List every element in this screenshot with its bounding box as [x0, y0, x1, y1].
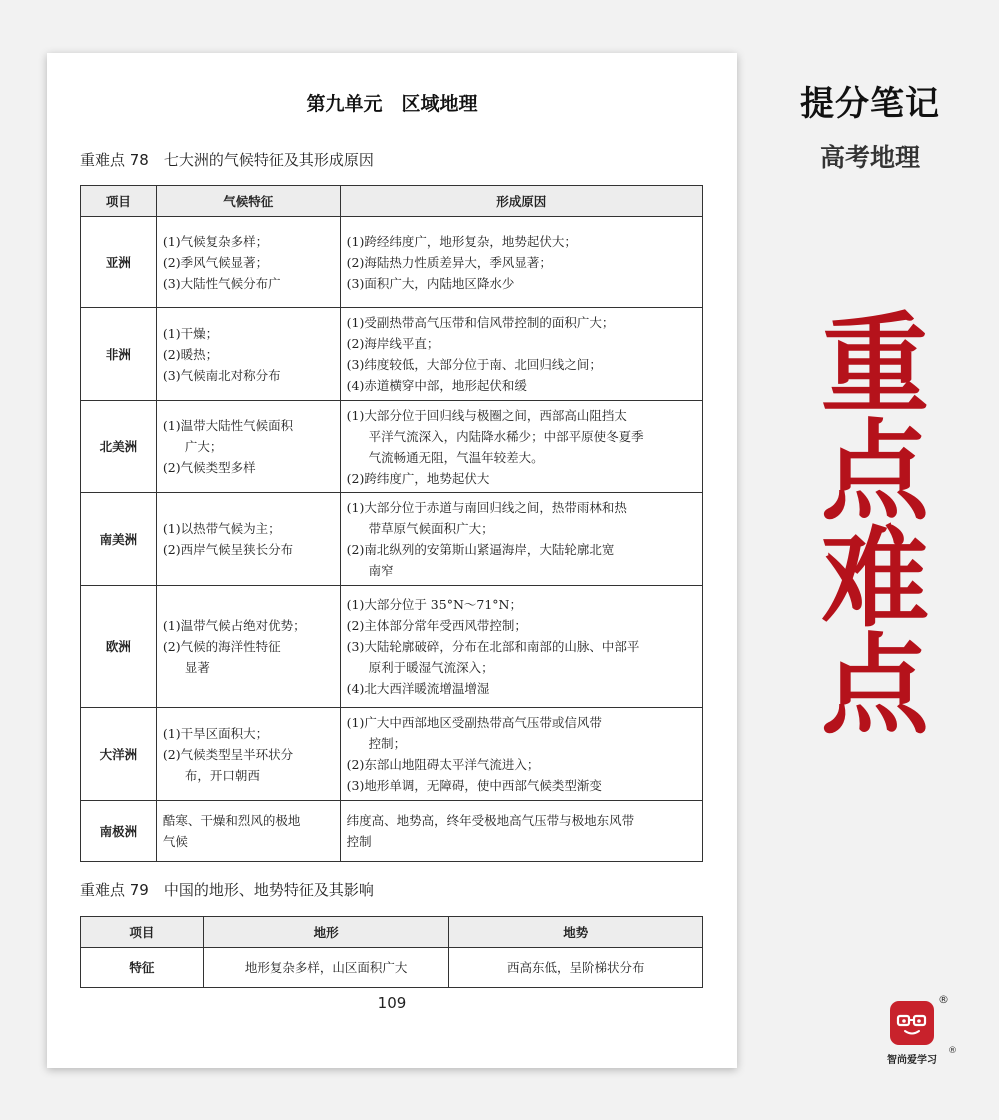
climate-cell — [156, 801, 340, 862]
climate-line: (1)温带大陆性气候面积 — [162, 418, 294, 433]
cause-line: (4)赤道横穿中部，地形起伏和缓 — [346, 378, 527, 393]
cause-line: (1)受副热带高气压带和信风带控制的面积广大； — [346, 315, 615, 330]
climate-cell — [156, 217, 340, 308]
climate-line: 布，开口朝西 — [184, 767, 260, 783]
cause-line: (3)地形单调，无障碍，使中西部气候类型渐变 — [346, 778, 602, 793]
cause-line: 南窄 — [368, 563, 394, 578]
cause-line: (3)大陆轮廓破碎，分布在北部和南部的山脉、中部平 — [346, 639, 640, 654]
region-cell: 非洲 — [81, 308, 157, 401]
key-char-2: 点 — [820, 410, 929, 535]
page-number: 109 — [377, 994, 407, 1012]
glasses-face-icon — [890, 1001, 934, 1045]
header-item: 项目 — [81, 917, 204, 948]
causes-cell — [340, 801, 702, 862]
glasses-face-graphic — [890, 1001, 934, 1045]
cause-line: (2)海陆热力性质差异大，季风显著； — [346, 254, 552, 270]
header-elevation: 地势 — [449, 917, 703, 948]
climate-cell — [156, 308, 340, 401]
logo-caption: 智尚爱学习 — [887, 1055, 937, 1066]
table-row — [81, 801, 703, 862]
table-row — [81, 401, 703, 493]
header-causes: 形成原因 — [340, 186, 702, 217]
climate-line: 显著 — [184, 660, 210, 675]
cause-line: 带草原气候面积广大； — [368, 521, 494, 536]
climate-line: (2)暖热； — [162, 346, 219, 362]
header-terrain: 地形 — [203, 917, 449, 948]
causes-cell — [340, 308, 702, 401]
registered-mark: ® — [938, 993, 949, 1006]
causes-cell — [340, 586, 702, 708]
causes-cell — [340, 217, 702, 308]
climate-line: (3)气候南北对称分布 — [162, 367, 281, 383]
terrain-cell: 地形复杂多样，山区面积广大 — [203, 948, 449, 988]
region-cell: 北美洲 — [81, 401, 157, 493]
climate-line: (1)以热带气候为主； — [162, 521, 281, 536]
region-cell: 欧洲 — [81, 586, 157, 708]
climate-line: (1)干旱区面积大； — [162, 725, 269, 741]
climate-cell — [156, 401, 340, 493]
registered-mark-small: ® — [948, 1046, 957, 1056]
section-78-title: 重难点 78 七大洲的气候特征及其形成原因 — [80, 151, 374, 169]
cause-line: (1)跨经纬度广，地形复杂，地势起伏大； — [346, 233, 577, 249]
cause-line: (2)跨纬度广，地势起伏大 — [346, 470, 490, 486]
cause-line: 控制； — [368, 736, 407, 751]
climate-line: (2)季风气候显著； — [162, 254, 269, 270]
section-79-title: 重难点 79 中国的地形、地势特征及其影响 — [80, 881, 374, 899]
brand-title: 提分笔记 — [800, 84, 940, 124]
climate-line: 酷寒、干燥和烈风的极地 — [162, 813, 301, 828]
book-page — [47, 53, 737, 1068]
region-cell: 南美洲 — [81, 493, 157, 586]
climate-line: (1)干燥； — [162, 325, 219, 341]
cause-line: 纬度高、地势高，终年受极地高气压带与极地东风带 — [346, 813, 635, 828]
china-terrain-table — [80, 916, 703, 988]
climate-line: (1)温带气候占绝对优势； — [162, 618, 306, 633]
cause-line: (2)海岸线平直； — [346, 336, 440, 351]
cause-line: (1)大部分位于赤道与南回归线之间，热带雨林和热 — [346, 500, 627, 515]
table-header-row — [81, 186, 703, 217]
elevation-cell: 西高东低，呈阶梯状分布 — [449, 948, 703, 988]
causes-cell — [340, 493, 702, 586]
causes-cell — [340, 708, 702, 801]
climate-cell — [156, 708, 340, 801]
table-header-row — [81, 917, 703, 948]
climate-cell — [156, 493, 340, 586]
cause-line: (3)纬度较低，大部分位于南、北回归线之间； — [346, 357, 602, 372]
cause-line: (2)东部山地阻碍太平洋气流进入； — [346, 757, 540, 772]
key-char-3: 难 — [820, 517, 929, 642]
causes-cell — [340, 401, 702, 493]
unit-title: 第九单元 区域地理 — [306, 93, 478, 115]
climate-line: (1)气候复杂多样； — [162, 233, 269, 249]
cause-line: (2)南北纵列的安第斯山紧逼海岸，大陆轮廓北宽 — [346, 542, 615, 557]
cause-line: (4)北大西洋暖流增温增湿 — [346, 681, 490, 696]
cause-line: 原利于暖湿气流深入； — [368, 660, 494, 675]
climate-line: (2)西岸气候呈狭长分布 — [162, 542, 294, 557]
header-climate: 气候特征 — [156, 186, 340, 217]
table-row — [81, 217, 703, 308]
cause-line: (1)广大中西部地区受副热带高气压带或信风带 — [346, 715, 602, 730]
cause-line: 平洋气流深入，内陆降水稀少；中部平原使冬夏季 — [368, 428, 644, 444]
climate-line: (2)气候的海洋性特征 — [162, 639, 281, 654]
key-char-1: 重 — [820, 303, 929, 428]
cause-line: 控制 — [346, 834, 372, 849]
table-row — [81, 708, 703, 801]
table-row — [81, 493, 703, 586]
cause-line: (3)面积广大，内陆地区降水少 — [346, 275, 515, 291]
cause-line: (1)大部分位于 35°N～71°N； — [346, 597, 522, 612]
cause-line: 气流畅通无阻，气温年较差大。 — [368, 449, 544, 465]
key-char-4: 点 — [820, 624, 929, 749]
region-cell: 大洋洲 — [81, 708, 157, 801]
climate-line: (2)气候类型呈半环状分 — [162, 746, 294, 762]
feature-label-cell: 特征 — [81, 948, 204, 988]
cause-line: (1)大部分位于回归线与极圈之间，西部高山阻挡太 — [346, 407, 627, 423]
climate-line: (3)大陆性气候分布广 — [162, 275, 281, 291]
brand-subtitle: 高考地理 — [819, 143, 920, 172]
table-row — [81, 586, 703, 708]
table-row — [81, 948, 703, 988]
climate-line: (2)气候类型多样 — [162, 460, 256, 475]
table-row — [81, 308, 703, 401]
climate-line: 气候 — [162, 834, 188, 849]
region-cell: 亚洲 — [81, 217, 157, 308]
climate-line: 广大； — [184, 439, 223, 454]
cause-line: (2)主体部分常年受西风带控制； — [346, 618, 527, 633]
header-item: 项目 — [81, 186, 157, 217]
region-cell: 南极洲 — [81, 801, 157, 862]
climate-cell — [156, 586, 340, 708]
continent-climate-table — [80, 185, 703, 862]
